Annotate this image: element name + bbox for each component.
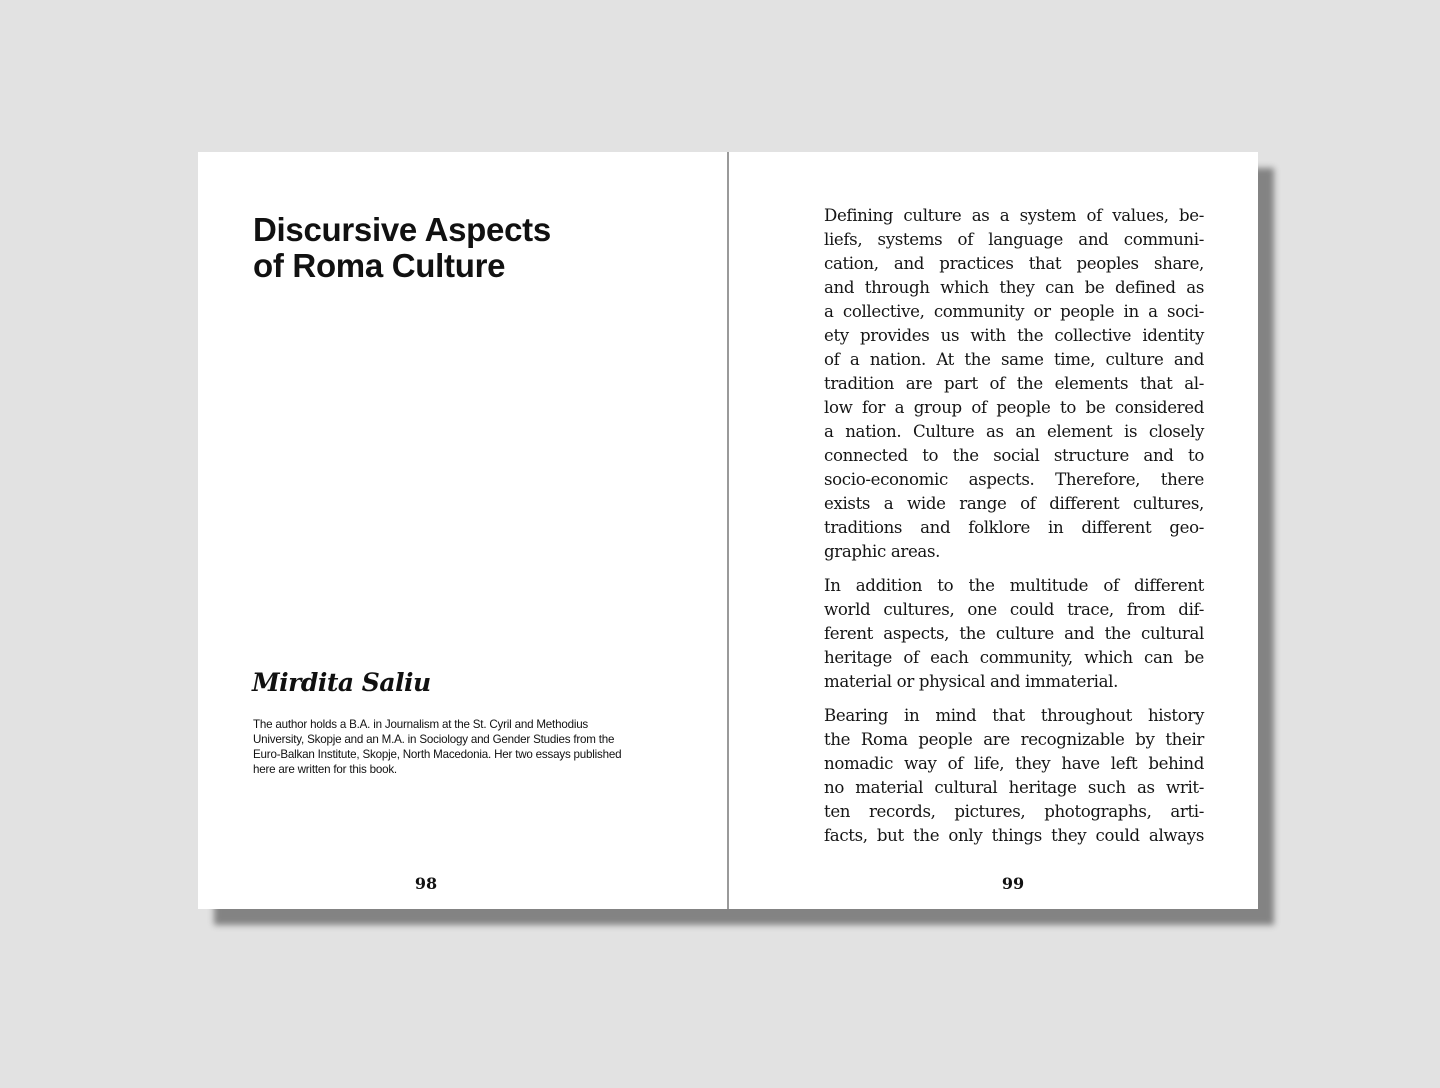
body-line: ten records, pictures, photographs, arti- <box>824 802 1204 821</box>
body-line: exists a wide range of different cultures, <box>824 494 1204 513</box>
body-paragraph <box>824 704 1204 848</box>
body-line: ety provides us with the collective identity <box>824 326 1204 345</box>
body-line: the Roma people are recognizable by their <box>824 730 1204 749</box>
body-line: material or physical and immaterial. <box>824 672 1119 691</box>
body-paragraph <box>824 574 1204 694</box>
body-paragraph <box>824 204 1204 564</box>
body-line: socio-economic aspects. Therefore, there <box>824 470 1204 489</box>
body-line: heritage of each community, which can be <box>824 648 1204 667</box>
right-page <box>729 152 1258 909</box>
body-line: cation, and practices that peoples share, <box>824 254 1204 273</box>
body-line: world cultures, one could trace, from dif- <box>824 600 1204 619</box>
body-line: traditions and folklore in different geo- <box>824 518 1204 537</box>
book-spread <box>198 152 1258 909</box>
body-line: ferent aspects, the culture and the cultural <box>824 624 1204 643</box>
body-line: Bearing in mind that throughout history <box>824 706 1204 725</box>
body-line: a nation. Culture as an element is closely <box>824 422 1204 441</box>
body-line: Defining culture as a system of values, be- <box>824 206 1204 225</box>
body-line: nomadic way of life, they have left behind <box>824 754 1204 773</box>
body-line: In addition to the multitude of different <box>824 576 1204 595</box>
page-number-right: 99 <box>1001 874 1025 893</box>
body-line: a collective, community or people in a soci- <box>824 302 1204 321</box>
body-line: tradition are part of the elements that al- <box>824 374 1204 393</box>
body-text <box>824 204 1204 858</box>
body-line: of a nation. At the same time, culture and <box>824 350 1204 369</box>
chapter-title-line-1: Discursive Aspects <box>253 211 551 248</box>
left-page <box>198 152 727 909</box>
author-bio: The author holds a B.A. in Journalism at the St. Cyril and Methodius University, Skopje and an M.A. in Sociology and Gender Studies from the Euro-Balkan Institute, Skopje, North Macedonia. Her two essays published here are written for this book. <box>253 718 622 776</box>
chapter-title <box>253 212 673 284</box>
body-line: low for a group of people to be considered <box>824 398 1204 417</box>
body-line: facts, but the only things they could always <box>824 826 1204 845</box>
body-line: graphic areas. <box>824 542 941 561</box>
body-line: liefs, systems of language and communi- <box>824 230 1204 249</box>
body-line: no material cultural heritage such as writ- <box>824 778 1204 797</box>
page-number-left: 98 <box>414 874 438 893</box>
chapter-title-line-2: of Roma Culture <box>253 247 506 284</box>
author-name: Mirdita Saliu <box>252 668 431 697</box>
body-line: and through which they can be defined as <box>824 278 1204 297</box>
body-line: connected to the social structure and to <box>824 446 1204 465</box>
